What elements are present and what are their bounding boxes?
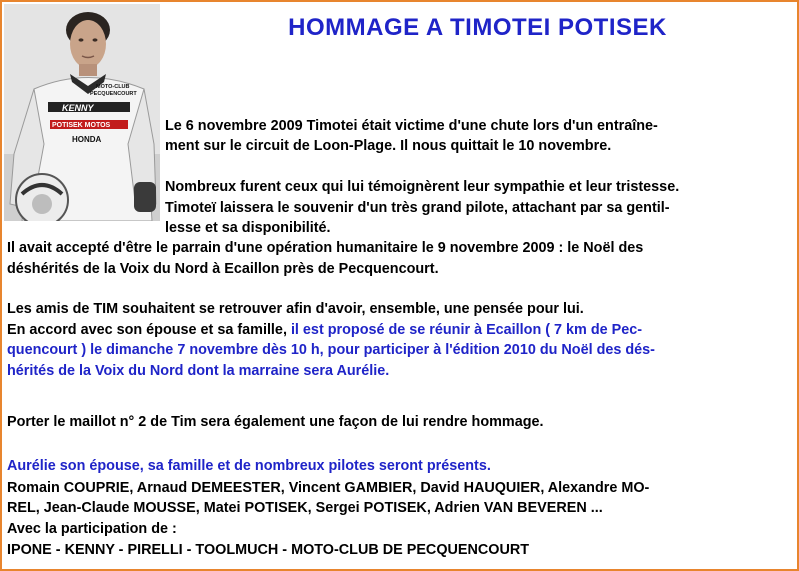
- paragraph-4-line-2: [7, 321, 642, 340]
- jersey-text-pecquencourt: PECQUENCOURT: [90, 91, 137, 97]
- paragraph-3-line-1: Il avait accepté d'être le parrain d'une opération humanitaire le 9 novembre 2009 : le Noël des: [7, 240, 644, 256]
- jersey-text-club: MOTO-CLUB: [96, 84, 130, 90]
- paragraph-3-line-2: déshérités de la Voix du Nord à Ecaillon près de Pecquencourt.: [7, 261, 439, 277]
- paragraph-6-line-2: Romain COUPRIE, Arnaud DEMEESTER, Vincent GAMBIER, David HAUQUIER, Alexandre MO-: [7, 480, 650, 496]
- page-title: HOMMAGE A TIMOTEI POTISEK: [288, 14, 667, 41]
- paragraph-2-line-2: Timoteï laissera le souvenir d'un très grand pilote, attachant par sa gentil-: [165, 200, 670, 216]
- paragraph-2-line-1: Nombreux furent ceux qui lui témoignèrent leur sympathie et leur tristesse.: [165, 179, 680, 195]
- pilot-photo: [4, 4, 160, 221]
- paragraph-4-line-2-black: En accord avec son épouse et sa famille,: [7, 322, 291, 338]
- paragraph-4-line-4: hérités de la Voix du Nord dont la marraine sera Aurélie.: [7, 363, 390, 379]
- paragraph-6-line-1: Aurélie son épouse, sa famille et de nombreux pilotes seront présents.: [7, 458, 491, 474]
- paragraph-1-line-2: ment sur le circuit de Loon-Plage. Il nous quittait le 10 novembre.: [165, 138, 612, 154]
- jersey-text-potisek: POTISEK MOTOS: [52, 122, 111, 129]
- jersey-text-honda: HONDA: [72, 135, 102, 144]
- paragraph-6-line-4: Avec la participation de :: [7, 521, 177, 537]
- paragraph-5: Porter le maillot n° 2 de Tim sera également une façon de lui rendre hommage.: [7, 414, 544, 430]
- paragraph-6-line-3: REL, Jean-Claude MOUSSE, Matei POTISEK, Sergei POTISEK, Adrien VAN BEVEREN ...: [7, 500, 603, 516]
- paragraph-1-line-1: Le 6 novembre 2009 Timotei était victime d'une chute lors d'un entraîne-: [165, 118, 658, 134]
- paragraph-4-line-3: quencourt ) le dimanche 7 novembre dès 10 h, pour participer à l'édition 2010 du Noël des dés-: [7, 342, 655, 358]
- jersey-text-kenny: KENNY: [62, 103, 94, 113]
- paragraph-4-line-1: Les amis de TIM souhaitent se retrouver afin d'avoir, ensemble, une pensée pour lui.: [7, 301, 584, 317]
- paragraph-4-line-2-blue: il est proposé de se réunir à Ecaillon ( 7 km de Pec-: [290, 322, 643, 338]
- paragraph-2-line-3: lesse et sa disponibilité.: [165, 220, 331, 236]
- paragraph-6-line-5: IPONE - KENNY - PIRELLI - TOOLMUCH - MOTO-CLUB DE PECQUENCOURT: [7, 542, 530, 558]
- pilot-portrait-image: [4, 4, 160, 221]
